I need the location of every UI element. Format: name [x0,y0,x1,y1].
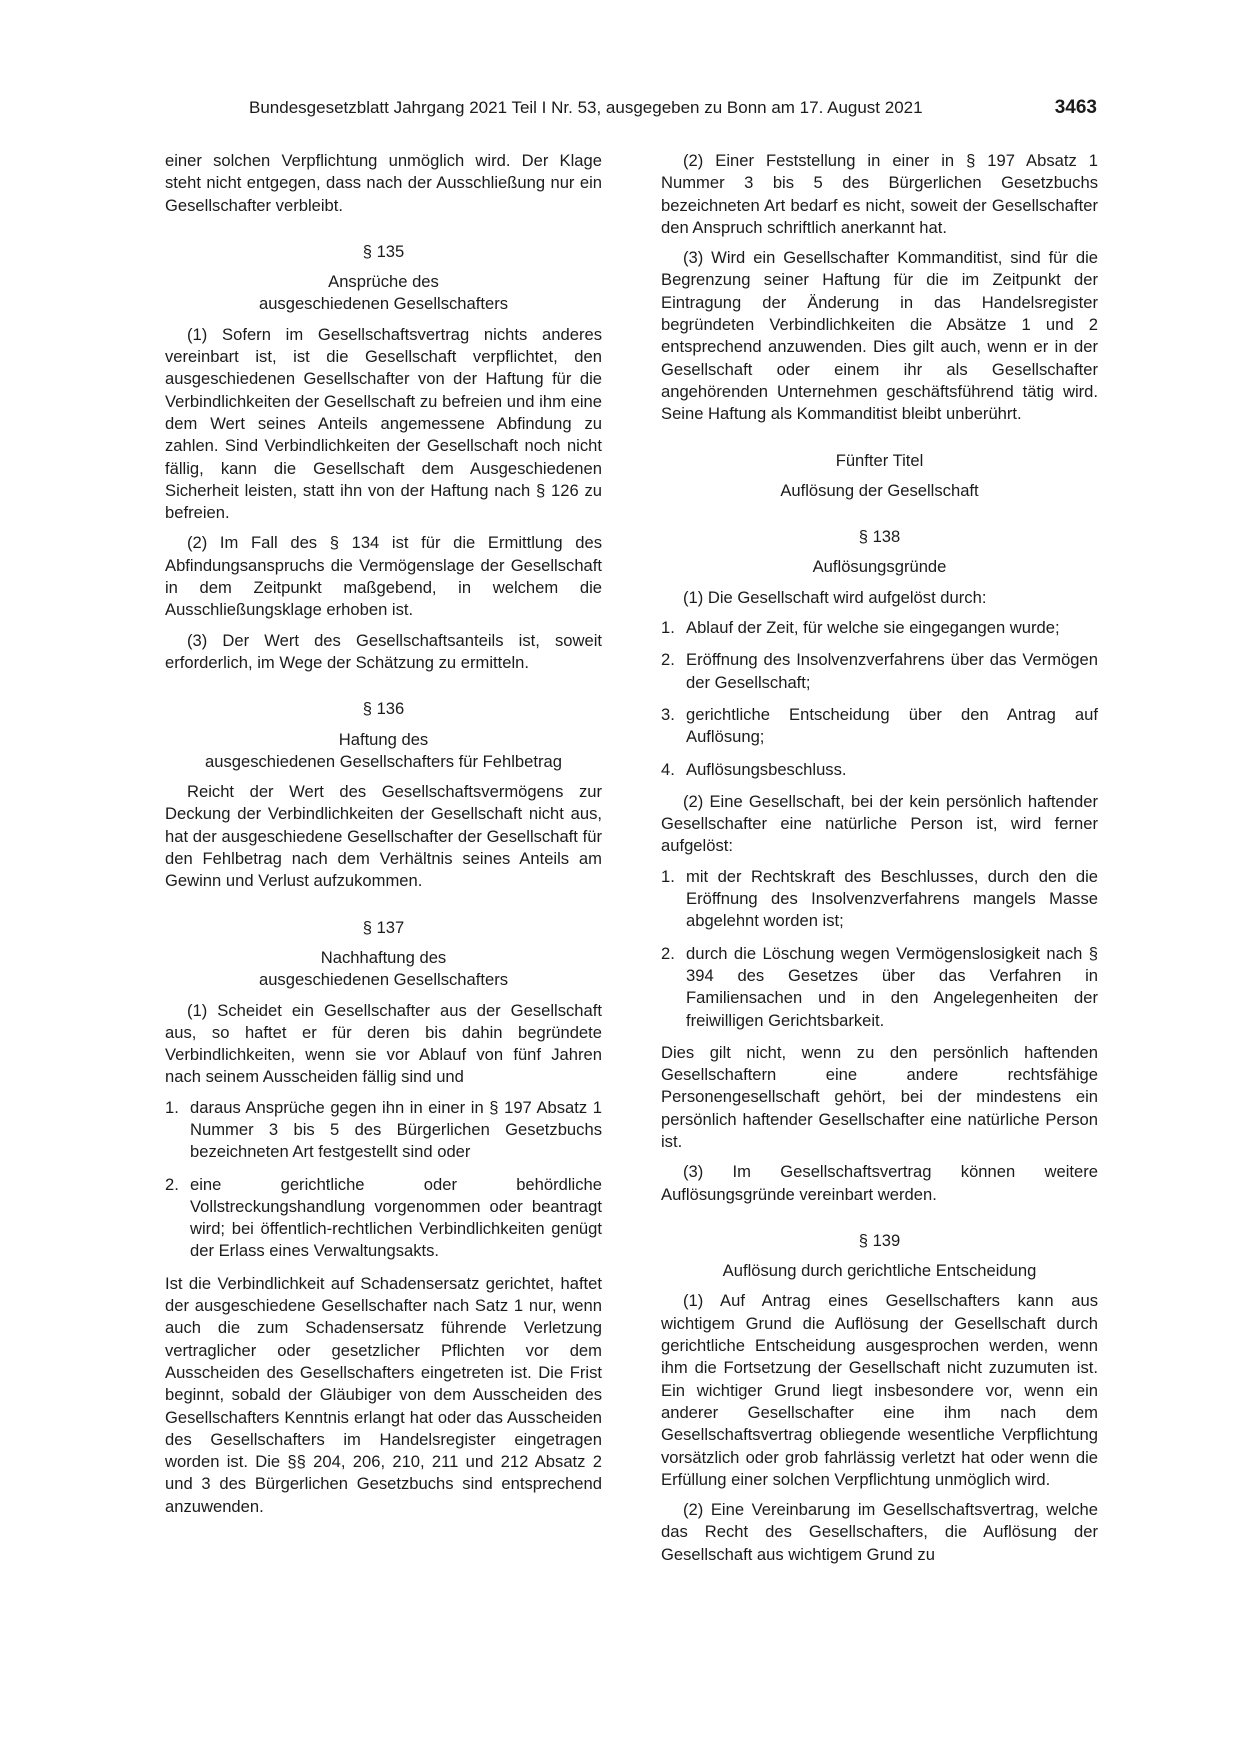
section-137-paragraph-4: (3) Wird ein Gesellschafter Kommanditist, sind für die Begrenzung seiner Haftung für die im Zeitpunkt der Eintragung der Änderung in das Handelsregister begründeten Verbindlichkeiten die Absätze 1 und 2 entsprechend anzuwenden. Dies gilt auch, wenn er in der Gesellschaft oder einem ihr als Gesellschafter angehörenden Unternehmen geschäftsführend tätig wird. Seine Haftung als Kommanditist bleibt unberührt. [661,248,1098,424]
section-138-number: § 138 [858,527,901,547]
list-item-number: 4. [661,759,675,779]
section-135-title-line-1: Ansprüche des [328,272,439,292]
section-138-heading: Auflösungsgründe [812,557,947,577]
list-item-text: Auflösungsbeschluss. [686,759,847,779]
list-item-text: mit der Rechtskraft des Beschlusses, durch den die Eröffnung des Insolvenzverfahrens mangels Masse abgelehnt worden ist; [686,866,1098,931]
page-number: 3463 [1054,97,1097,118]
section-137-paragraph-2: Ist die Verbindlichkeit auf Schadensersatz gerichtet, haftet der ausgeschiedene Gesellschafter nach Satz 1 nur, wenn auch die zum Schadensersatz führende Verletzung vertraglicher oder gesetzlicher Pflichten vor dem Ausscheiden des Gesellschafters eingetreten ist. Die Frist beginnt, sobald der Gläubiger von dem Ausscheiden des Gesellschafters Kenntnis erlangt hat oder das Ausscheiden des Gesellschafters im Handelsregister eingetragen worden ist. Die §§ 204, 206, 210, 211 und 212 Absatz 2 und 3 des Bürgerlichen Gesetzbuchs sind entsprechend anzuwenden. [165,1273,602,1516]
section-138-paragraph-1: (1) Die Gesellschaft wird aufgelöst durch: [683,587,987,607]
section-135-paragraph-2: (2) Im Fall des § 134 ist für die Ermittlung des Abfindungsanspruchs die Vermögenslage der Gesellschaft in dem Zeitpunkt maßgebend, in welchem die Ausschließungsklage erhoben ist. [165,533,602,620]
title-5-heading: Auflösung der Gesellschaft [780,480,979,500]
continuation-paragraph: einer solchen Verpflichtung unmöglich wird. Der Klage steht nicht entgegen, dass nach der Ausschließung nur ein Gesellschafter verbleibt. [165,151,602,215]
list-item [661,617,1098,639]
section-137-number: § 137 [362,917,405,937]
list-item-number: 2. [661,650,675,670]
section-135-title-line-2: ausgeschiedenen Gesellschafters [258,294,509,314]
list-item-number: 1. [661,866,675,886]
list-item [165,1097,602,1164]
section-139-heading: Auflösung durch gerichtliche Entscheidung [722,1261,1037,1281]
list-item-text: gerichtliche Entscheidung über den Antrag auf Auflösung; [686,704,1098,747]
section-136-heading [165,729,602,774]
right-column [661,150,1098,1574]
section-135-paragraph-3: (3) Der Wert des Gesellschaftsanteils ist, soweit erforderlich, im Wege der Schätzung zu ermitteln. [165,630,602,672]
section-139-paragraph-2: (2) Eine Vereinbarung im Gesellschaftsvertrag, welche das Recht des Gesellschafters, die Auflösung der Gesellschaft aus wichtigem Grund zu [661,1500,1098,1564]
section-137-title-line-1: Nachhaftung des [320,947,447,967]
section-137-list [165,1097,602,1263]
section-138-paragraph-2: (2) Eine Gesellschaft, bei der kein persönlich haftender Gesellschafter eine natürliche Person ist, wird ferner aufgelöst: [661,791,1098,856]
section-137-heading [165,947,602,992]
list-item [661,866,1098,933]
list-item-text: durch die Löschung wegen Vermögenslosigkeit nach § 394 des Gesetzes über das Verfahren in Familiensachen und in den Angelegenheiten der freiwilligen Gerichtsbarkeit. [686,943,1098,1030]
page-header [165,98,1097,124]
section-137-paragraph-3: (2) Einer Feststellung in einer in § 197 Absatz 1 Nummer 3 bis 5 des Bürgerlichen Gesetzbuchs bezeichneten Art bedarf es nicht, soweit der Gesellschafter den Anspruch schriftlich anerkannt hat. [661,151,1098,237]
list-item [661,704,1098,749]
list-item-text: Ablauf der Zeit, für welche sie eingegangen wurde; [686,618,1060,638]
title-5-label: Fünfter Titel [835,450,924,470]
list-item [165,1174,602,1263]
running-title: Bundesgesetzblatt Jahrgang 2021 Teil I Nr. 53, ausgegeben zu Bonn am 17. August 2021 [249,98,923,117]
list-item-text: daraus Ansprüche gegen ihn in einer in § 197 Absatz 1 Nummer 3 bis 5 des Bürgerlichen Gesetzbuchs bezeichneten Art festgestellt sind oder [190,1097,602,1162]
list-item [661,759,1098,781]
section-139-paragraph-1: (1) Auf Antrag eines Gesellschafters kann aus wichtigem Grund die Auflösung der Gesellschaft durch gerichtliche Entscheidung ausgesprochen werden, wenn ihm die Fortsetzung der Gesellschaft nicht zuzumuten ist. Ein wichtiger Grund liegt insbesondere vor, wenn ein anderer Gesellschafter eine ihm nach dem Gesellschaftsvertrag obliegende wesentliche Verpflichtung vorsätzlich oder grob fahrlässig verletzt hat oder wenn die Erfüllung einer solchen Verpflichtung unmöglich wird. [661,1291,1098,1489]
list-item-text: Eröffnung des Insolvenzverfahrens über das Vermögen der Gesellschaft; [686,650,1098,692]
list-item-text: eine gerichtliche oder behördliche Vollstreckungshandlung vorgenommen oder beantragt wird; bei öffentlich-rechtlichen Verbindlichkeiten genügt der Erlass eines Verwaltungsakts. [190,1174,602,1261]
section-136-number: § 136 [362,699,405,719]
left-column [165,150,602,1526]
section-136-title-line-1: Haftung des [338,729,429,749]
list-item [661,943,1098,1032]
list-item [661,649,1098,694]
list-item-number: 3. [661,704,675,724]
section-137-paragraph-1: (1) Scheidet ein Gesellschafter aus der Gesellschaft aus, so haftet er für deren bis dahin begründete Verbindlichkeiten, wenn sie vor Ablauf von fünf Jahren nach seinem Ausscheiden fällig sind und [165,1000,602,1087]
section-139-number: § 139 [858,1230,901,1250]
list-item-number: 1. [661,618,675,638]
section-138-list-1 [661,617,1098,781]
list-item-number: 2. [165,1174,179,1194]
section-138-list-2 [661,866,1098,1032]
list-item-number: 2. [661,943,675,963]
section-135-heading [165,271,602,316]
section-136-title-line-2: ausgeschiedenen Gesellschafters für Fehlbetrag [205,751,562,771]
section-136-paragraph-1: Reicht der Wert des Gesellschaftsvermögens zur Deckung der Verbindlichkeiten der Gesellschaft nicht aus, hat der ausgeschiedene Gesellschafter der Gesellschaft für den Fehlbetrag nach dem Verhältnis seines Anteils am Gewinn und Verlust aufzukommen. [165,782,602,891]
section-137-title-line-2: ausgeschiedenen Gesellschafters [258,970,509,990]
list-item-number: 1. [165,1097,179,1117]
section-135-number: § 135 [362,241,405,261]
section-138-paragraph-3: (3) Im Gesellschaftsvertrag können weitere Auflösungsgründe vereinbart werden. [661,1162,1098,1204]
section-135-paragraph-1: (1) Sofern im Gesellschaftsvertrag nichts anderes vereinbart ist, ist die Gesellschaft verpflichtet, den ausgeschiedenen Gesellschafter von der Haftung für die Verbindlichkeiten der Gesellschaft zu befreien und ihm eine dem Wert seines Anteils angemessene Abfindung zu zahlen. Sind Verbindlichkeiten der Gesellschaft noch nicht fällig, kann die Gesellschaft dem Ausgeschiedenen Sicherheit leisten, statt ihn von der Haftung nach § 126 zu befreien. [165,324,602,523]
section-138-paragraph-2b: Dies gilt nicht, wenn zu den persönlich haftenden Gesellschaftern eine andere rechtsfähige Personengesellschaft gehört, bei der mindestens ein persönlich haftender Gesellschafter eine natürliche Person ist. [661,1042,1098,1151]
